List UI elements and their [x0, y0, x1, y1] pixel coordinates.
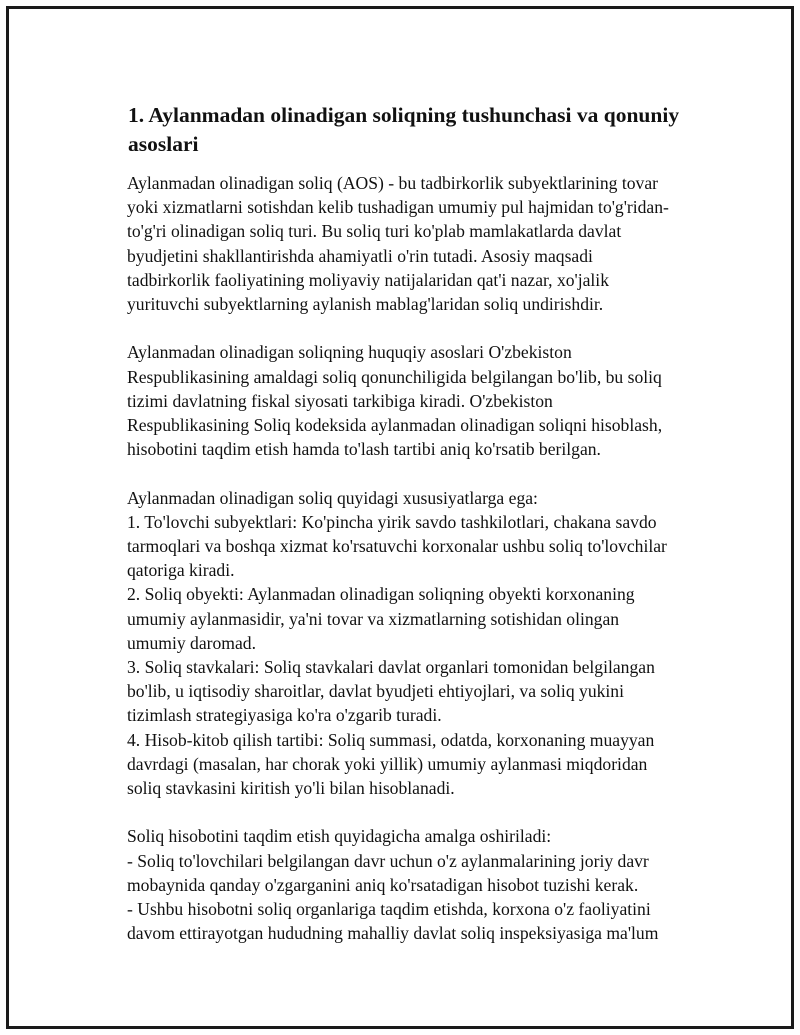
text-line: mobaynida qanday o'zgarganini aniq ko'rsatadigan hisobot tuzishi kerak.	[127, 874, 639, 895]
text-line: umumiy aylanmasidir, ya'ni tovar va xizmatlarning sotishidan olingan	[127, 608, 620, 629]
document-page	[6, 6, 794, 1029]
text-line: 3. Soliq stavkalari: Soliq stavkalari davlat organlari tomonidan belgilangan	[127, 657, 655, 678]
text-line: tadbirkorlik faoliyatining moliyaviy natijalaridan qat'i nazar, xo'jalik	[127, 269, 609, 290]
text-line: bo'lib, u iqtisodiy sharoitlar, davlat byudjeti ehtiyojlari, va soliq yukini	[127, 681, 624, 702]
text-line: soliq stavkasini kiritish yo'li bilan hisoblanadi.	[127, 778, 455, 799]
paragraph-spacer	[121, 316, 696, 340]
text-line: 1. To'lovchi subyektlari: Ko'pincha yirik savdo tashkilotlari, chakana savdo	[127, 511, 657, 532]
text-line: yurituvchi subyektlarning aylanish mablag'laridan soliq undirishdir.	[127, 294, 604, 315]
text-line: davrdagi (masalan, har chorak yoki yillik) umumiy aylanmasi miqdoridan	[127, 753, 648, 774]
paragraph-definition	[121, 171, 696, 316]
text-line: tarmoqlari va boshqa xizmat ko'rsatuvchi korxonalar ushbu soliq to'lovchilar	[127, 536, 667, 557]
text-line: - Soliq to'lovchilari belgilangan davr uchun o'z aylanmalarining joriy davr	[127, 850, 649, 871]
text-line: Respublikasining amaldagi soliq qonunchiligida belgilangan bo'lib, bu soliq	[127, 366, 662, 387]
text-line: tizimi davlatning fiskal siyosati tarkibiga kiradi. O'zbekiston	[127, 390, 553, 411]
text-line: 4. Hisob-kitob qilish tartibi: Soliq summasi, odatda, korxonaning muayyan	[127, 729, 655, 750]
paragraph-legal-basis	[121, 340, 696, 461]
paragraph-spacer	[121, 461, 696, 485]
text-line: 2. Soliq obyekti: Aylanmadan olinadigan soliqning obyekti korxonaning	[127, 584, 635, 605]
document-content	[121, 101, 696, 945]
text-line: - Ushbu hisobotni soliq organlariga taqdim etishda, korxona o'z faoliyatini	[127, 899, 651, 920]
text-line: Aylanmadan olinadigan soliq quyidagi xususiyatlarga ega:	[127, 487, 538, 508]
heading-line: asoslari	[128, 132, 199, 156]
section-heading	[121, 101, 696, 159]
text-line: yoki xizmatlarni sotishdan kelib tushadigan umumiy pul hajmidan to'g'ridan-	[127, 197, 669, 218]
text-line: Respublikasining Soliq kodeksida aylanmadan olinadigan soliqni hisoblash,	[127, 415, 663, 436]
paragraph-spacer	[121, 800, 696, 824]
text-line: umumiy daromad.	[127, 632, 256, 653]
heading-line: 1. Aylanmadan olinadigan soliqning tushunchasi va qonuniy	[128, 103, 680, 127]
text-line: tizimlash strategiyasiga ko'ra o'zgarib turadi.	[127, 705, 442, 726]
text-line: davom ettirayotgan hududning mahalliy davlat soliq inspeksiyasiga ma'lum	[127, 923, 659, 944]
text-line: to'g'ri olinadigan soliq turi. Bu soliq turi ko'plab mamlakatlarda davlat	[127, 221, 622, 242]
paragraph-reporting	[121, 824, 696, 945]
paragraph-features	[121, 486, 696, 801]
text-line: Aylanmadan olinadigan soliqning huquqiy asoslari O'zbekiston	[127, 342, 572, 363]
text-line: byudjetini shakllantirishda ahamiyatli o'rin tutadi. Asosiy maqsadi	[127, 245, 593, 266]
text-line: qatoriga kiradi.	[127, 560, 235, 581]
text-line: Aylanmadan olinadigan soliq (AOS) - bu tadbirkorlik subyektlarining tovar	[127, 173, 658, 193]
text-line: hisobotini taqdim etish hamda to'lash tartibi aniq ko'rsatib berilgan.	[127, 439, 601, 460]
text-line: Soliq hisobotini taqdim etish quyidagicha amalga oshiriladi:	[127, 826, 552, 847]
